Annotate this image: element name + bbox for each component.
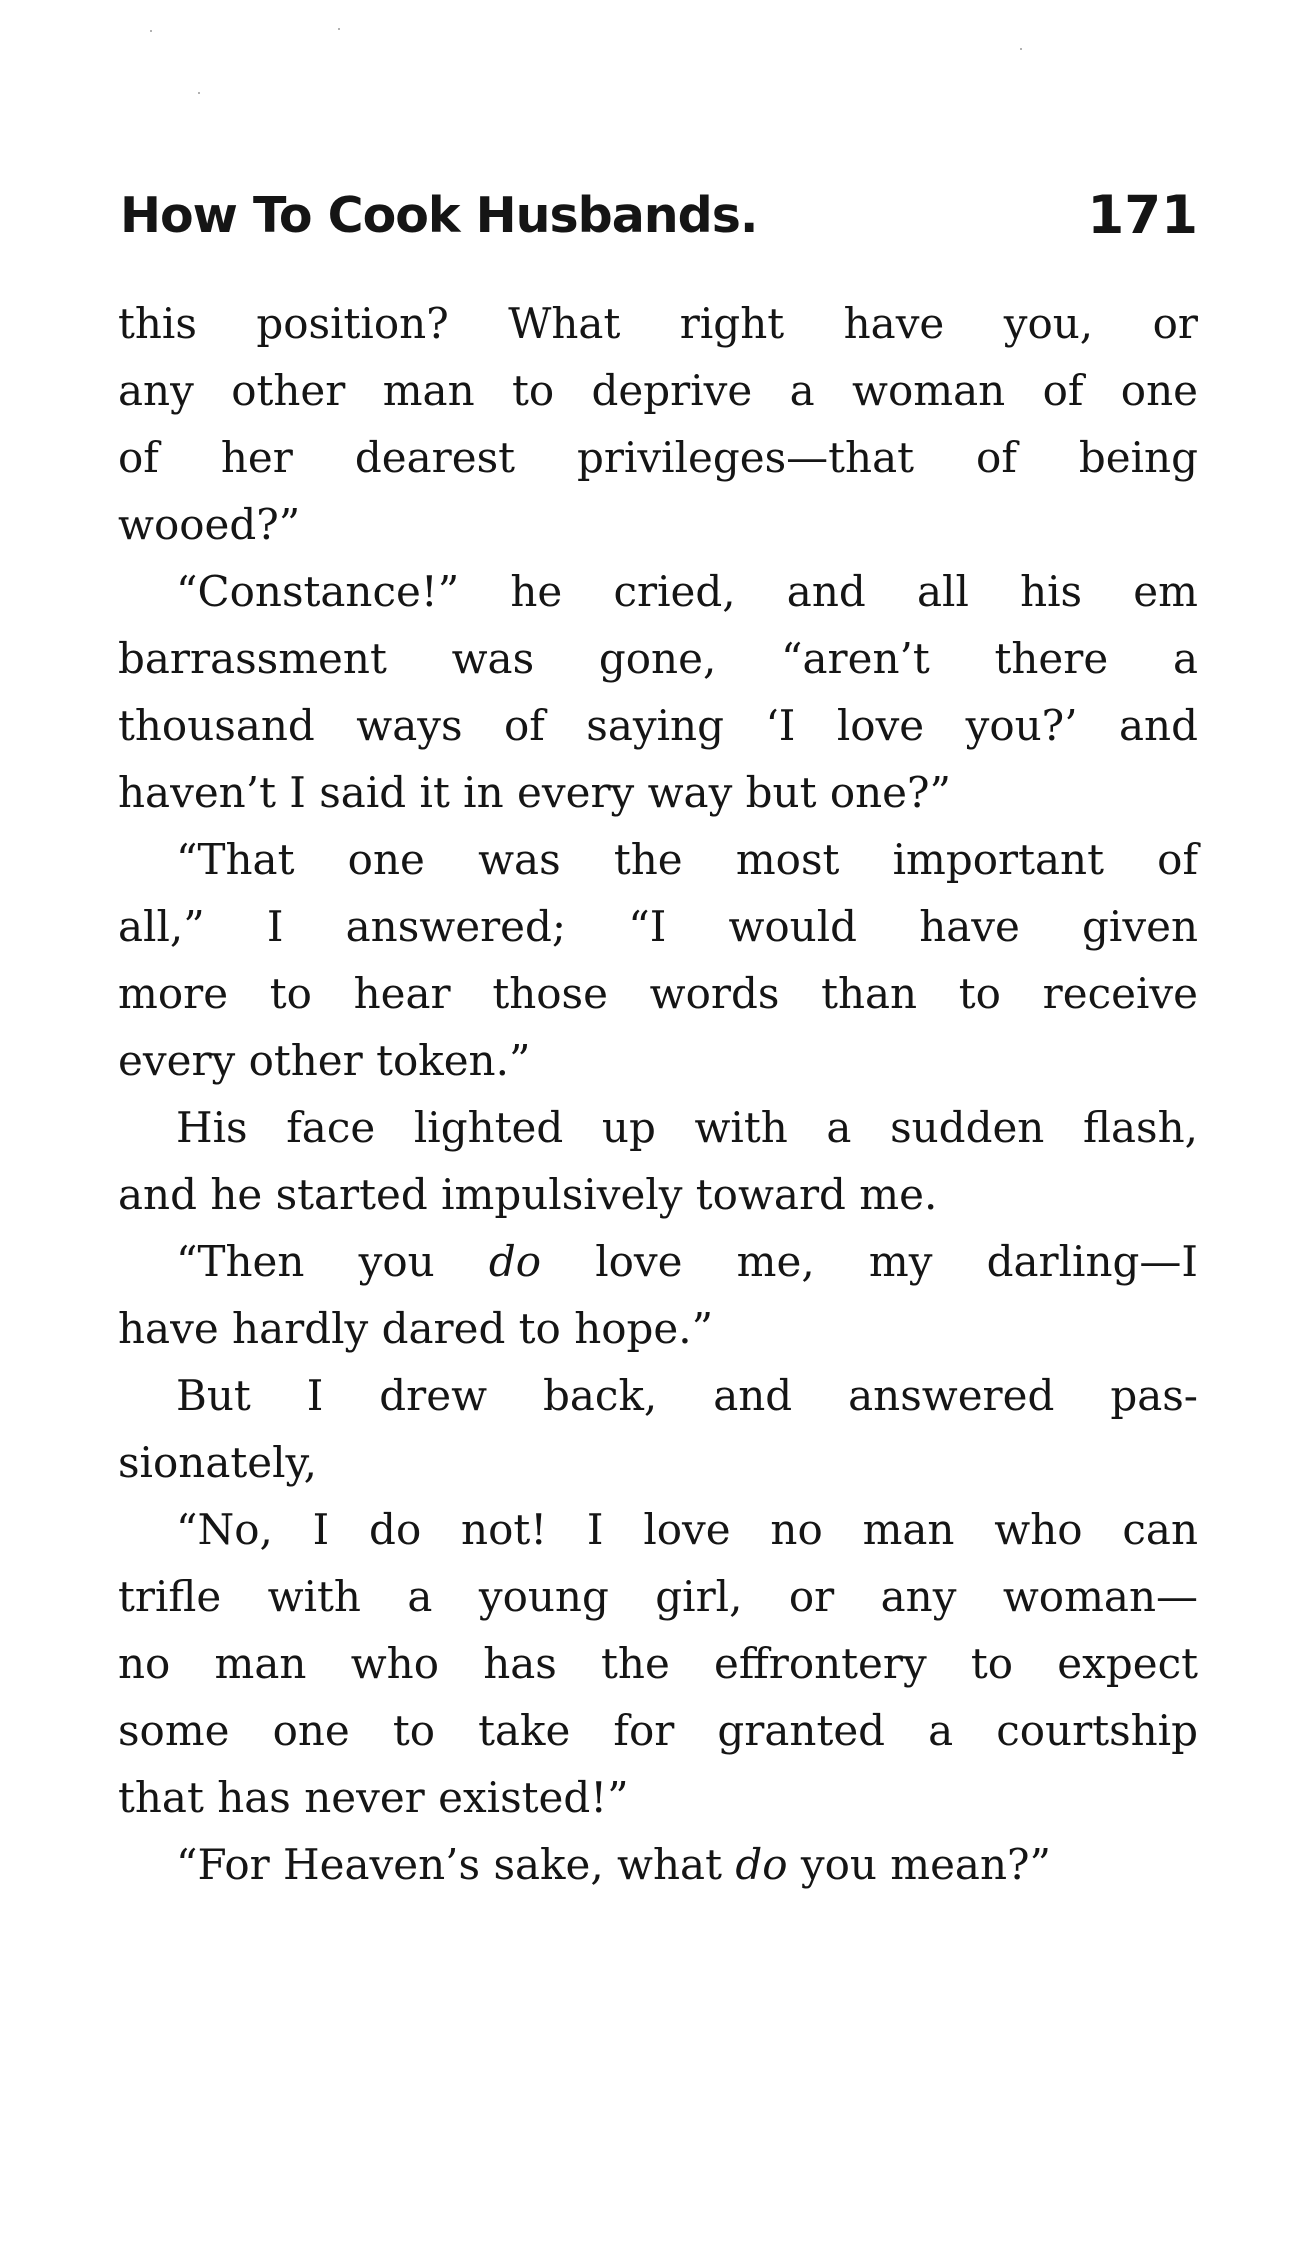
- text-line: every other token.”: [118, 1036, 531, 1085]
- text-line: “No, I do not! I love no man who can: [176, 1505, 1198, 1554]
- text-line: have hardly dared to hope.”: [118, 1304, 714, 1353]
- text-line: trifle with a young girl, or any woman—: [118, 1572, 1198, 1621]
- paper-speck: [150, 30, 152, 32]
- text-line: and he started impulsively toward me.: [118, 1170, 938, 1219]
- text-line: this position? What right have you, or: [118, 299, 1198, 348]
- text-run: you mean?”: [787, 1840, 1052, 1889]
- paper-speck: [338, 28, 340, 30]
- text-line: wooed?”: [118, 500, 301, 549]
- text-line: But I drew back, and answered pas-: [176, 1371, 1198, 1420]
- text-line: some one to take for granted a courtship: [118, 1706, 1198, 1755]
- text-line: all,” I answered; “I would have given: [118, 902, 1198, 951]
- text-line: His face lighted up with a sudden flash,: [176, 1103, 1198, 1152]
- text-line: thousand ways of saying ‘I love you?’ and: [118, 701, 1198, 750]
- text-run: love me, my darling—I: [541, 1237, 1198, 1286]
- text-line: of her dearest privileges—that of being: [118, 433, 1198, 482]
- text-line: “Constance!” he cried, and all his em: [176, 567, 1198, 616]
- emphasis: do: [488, 1237, 542, 1286]
- text-line: sionately,: [118, 1438, 318, 1487]
- text-line: [118, 1228, 1198, 1295]
- text-line: [118, 1831, 1198, 1898]
- body-text: [118, 290, 1198, 1898]
- text-line: any other man to deprive a woman of one: [118, 366, 1198, 415]
- paper-speck: [198, 92, 200, 94]
- text-line: that has never existed!”: [118, 1773, 629, 1822]
- text-line: “That one was the most important of: [176, 835, 1198, 884]
- emphasis: do: [735, 1840, 788, 1889]
- text-run: “Then you: [176, 1237, 489, 1286]
- running-head: How To Cook Husbands.: [120, 187, 758, 244]
- text-line: no man who has the effrontery to expect: [118, 1639, 1198, 1688]
- page-number: 171: [1087, 185, 1198, 246]
- paper-speck: [1020, 48, 1022, 50]
- text-run: “For Heaven’s sake, what: [176, 1840, 736, 1889]
- page-header: [120, 176, 1198, 256]
- text-line: haven’t I said it in every way but one?”: [118, 768, 952, 817]
- text-line: barrassment was gone, “aren’t there a: [118, 634, 1198, 683]
- text-line: more to hear those words than to receive: [118, 969, 1198, 1018]
